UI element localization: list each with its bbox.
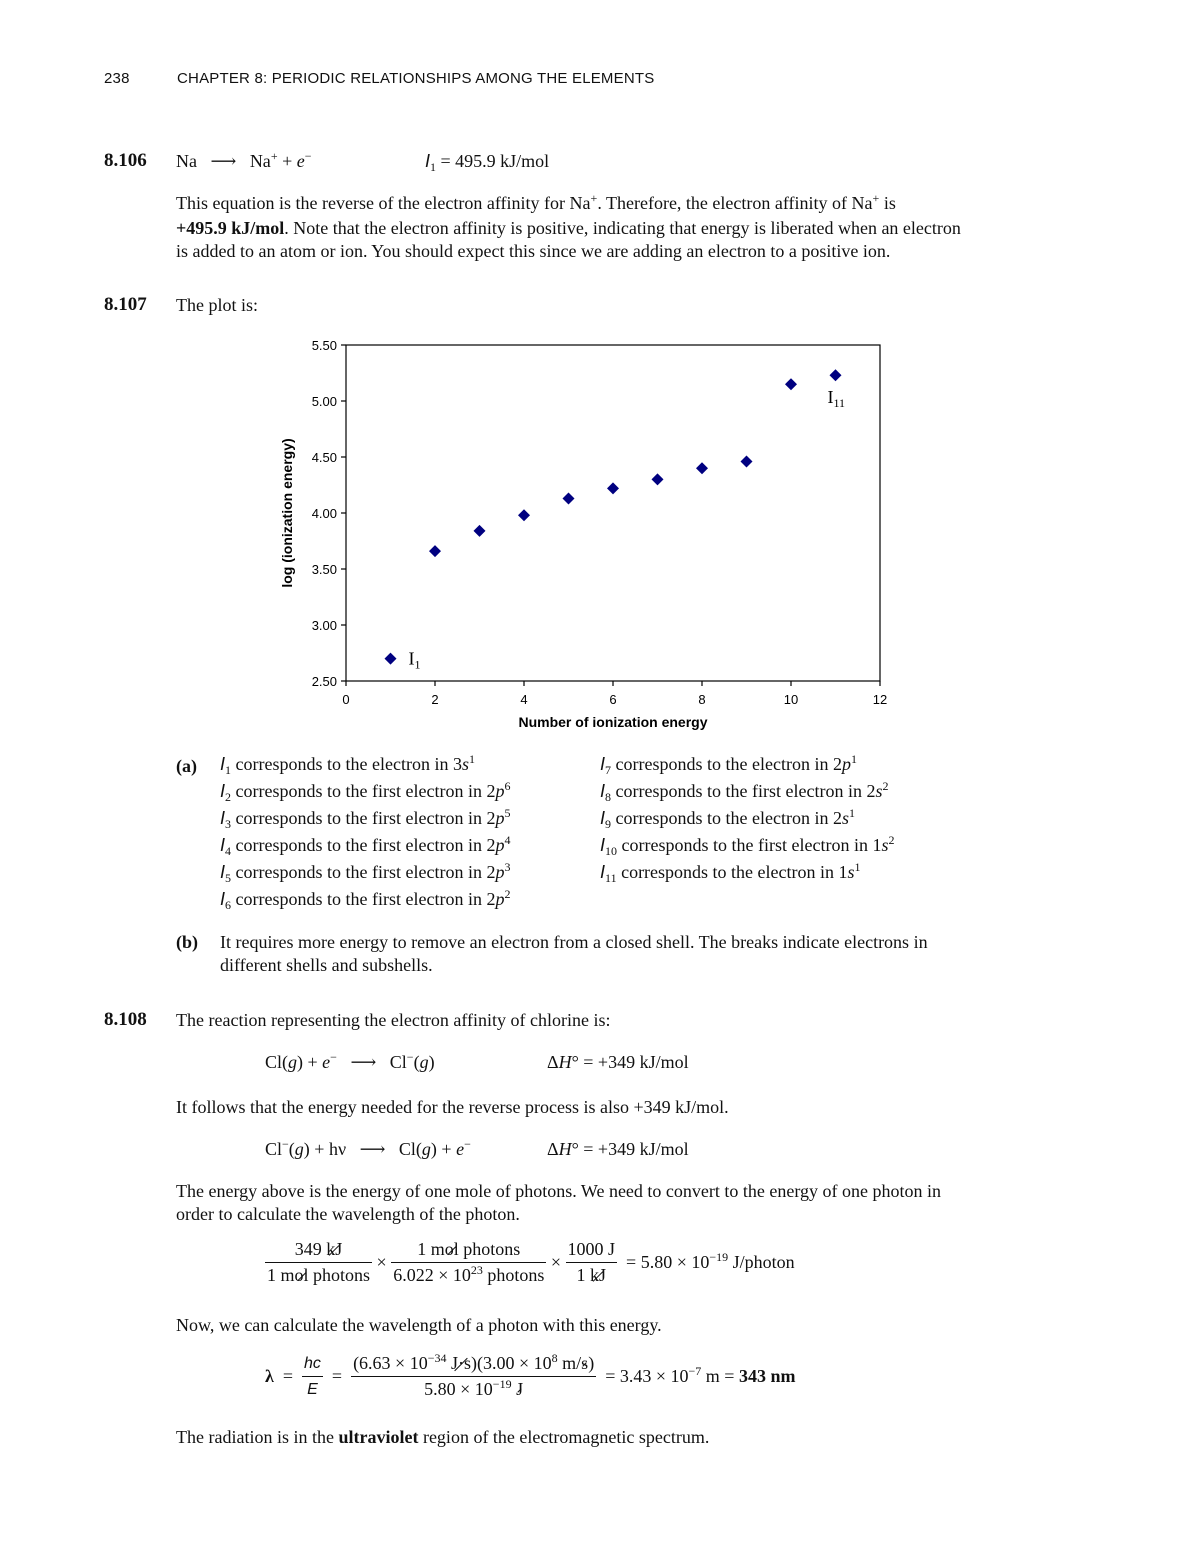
- reaction-arrow-icon: ⟶: [359, 1139, 386, 1159]
- data-point: [652, 473, 664, 485]
- point-annotation: $I_{11}$: [827, 387, 846, 411]
- data-point: [474, 525, 486, 537]
- plot-intro: The plot is:: [176, 295, 258, 315]
- reaction-arrow-icon: ⟶: [350, 1052, 377, 1072]
- right-orbital-list: [600, 753, 894, 888]
- reaction-arrow-icon: ⟶: [210, 151, 237, 171]
- x-tick-label: 2: [431, 692, 439, 707]
- wavelength-equation: λ = $\frac{hc}{E}$ = $\frac{(6.63 \times 10^{-34} J\cdot s)(3.00 \times 10^8 m/s)}{5.80 \times 10^{-19} J}$ = $3.43 \times 10^{-7}$ m = 343 nm: [265, 1351, 796, 1399]
- left-orbital-item-3: $I_3$ corresponds to the first electron in $2p^5$: [220, 806, 511, 831]
- problem-number-8-107: 8.107: [104, 294, 147, 315]
- right-orbital-item-10: $I_{10}$ corresponds to the first electron in $1s^2$: [600, 833, 895, 858]
- final-line: The radiation is in the ultraviolet region of the electromagnetic spectrum.: [176, 1427, 710, 1447]
- plot-area-border: [346, 345, 880, 681]
- p106-line-1: This equation is the reverse of the electron affinity for Na+. Therefore, the electron affinity of Na+ is: [176, 191, 896, 213]
- right-orbital-item-8: $I_8$ corresponds to the first electron in $2s^2$: [600, 779, 889, 804]
- part-b-line-2: different shells and subshells.: [220, 955, 433, 975]
- p106-line-2: +495.9 kJ/mol. Note that the electron affinity is positive, indicating that energy is liberated when an electron: [176, 218, 961, 238]
- problem-number-8-106: 8.106: [104, 150, 147, 171]
- x-tick-label: 0: [342, 692, 350, 707]
- right-orbital-item-9: $I_9$ corresponds to the electron in $2s^1$: [600, 806, 855, 831]
- left-orbital-item-2: $I_2$ corresponds to the first electron in $2p^6$: [220, 779, 511, 804]
- x-tick-label: 8: [698, 692, 706, 707]
- data-point: [607, 482, 619, 494]
- x-tick-label: 4: [520, 692, 528, 707]
- part-b-label: (b): [176, 932, 198, 952]
- left-orbital-item-1: $I_1$ corresponds to the electron in $3s^1$: [220, 752, 475, 777]
- data-point: [696, 462, 708, 474]
- photon-energy-conversion: $\frac{349 kJ}{\text{1 mol photons}}$ × $\frac{\text{1 mol photons}}{6.022 \times 10^{23} photons}$ × $\frac{1000 J}{1 kJ}$ = $5.80 \times 10^{-19}$ J/photon: [267, 1239, 795, 1285]
- left-orbital-item-6: $I_6$ corresponds to the first electron in $2p^2$: [220, 887, 511, 912]
- left-orbital-item-5: $I_5$ corresponds to the first electron in $2p^3$: [220, 860, 511, 885]
- x-axis-label: Number of ionization energy: [518, 714, 708, 730]
- y-tick-label: 3.50: [311, 562, 337, 577]
- ionization-energy-chart: [260, 330, 920, 740]
- reverse-line: It follows that the energy needed for the reverse process is also +349 kJ/mol.: [176, 1097, 729, 1117]
- data-point: [741, 455, 753, 467]
- i1-value: $I_1 = 495.9$ kJ/mol: [425, 151, 550, 174]
- data-point: [563, 492, 575, 504]
- part-a-label: (a): [176, 756, 197, 776]
- data-point: [518, 509, 530, 521]
- energy-line-1: The energy above is the energy of one mole of photons. We need to convert to the energy of one photon in: [176, 1181, 942, 1201]
- left-orbital-list: [220, 753, 510, 915]
- left-orbital-item-4: $I_4$ corresponds to the first electron in $2p^4$: [220, 833, 511, 858]
- p108-intro: The reaction representing the electron affinity of chlorine is:: [176, 1010, 611, 1030]
- y-tick-label: 4.00: [311, 506, 337, 521]
- delta-h-1: ΔH° = +349 kJ/mol: [547, 1052, 689, 1072]
- right-orbital-item-7: $I_7$ corresponds to the electron in $2p^1$: [600, 752, 857, 777]
- data-point: [785, 378, 797, 390]
- y-tick-label: 5.00: [311, 394, 337, 409]
- y-tick-label: 4.50: [311, 450, 337, 465]
- point-annotation: $I_1$: [408, 648, 421, 672]
- y-axis-label: log (ionization energy): [279, 438, 295, 588]
- x-tick-label: 6: [609, 692, 617, 707]
- data-point: [830, 369, 842, 381]
- data-point: [429, 545, 441, 557]
- data-point: [385, 653, 397, 665]
- y-tick-label: 2.50: [311, 674, 337, 689]
- part-b-line-1: It requires more energy to remove an electron from a closed shell. The breaks indicate electrons in: [220, 932, 928, 952]
- energy-line-2: order to calculate the wavelength of the photon.: [176, 1204, 520, 1224]
- y-tick-label: 5.50: [311, 338, 337, 353]
- p106-line-3: is added to an atom or ion. You should expect this since we are adding an electron to a positive ion.: [176, 241, 891, 261]
- electron-affinity-equation: Cl(g) + e− ⟶ Cl−(g): [265, 1050, 435, 1072]
- reverse-equation: Cl−(g) + hν ⟶ Cl(g) + e−: [265, 1137, 471, 1159]
- chapter-title: CHAPTER 8: PERIODIC RELATIONSHIPS AMONG THE ELEMENTS: [177, 70, 655, 87]
- x-tick-label: 12: [872, 692, 888, 707]
- wavelength-intro: Now, we can calculate the wavelength of a photon with this energy.: [176, 1315, 662, 1335]
- delta-h-2: ΔH° = +349 kJ/mol: [547, 1139, 689, 1159]
- problem-number-8-108: 8.108: [104, 1009, 147, 1030]
- page-number: 238: [104, 70, 130, 87]
- y-tick-label: 3.00: [311, 618, 337, 633]
- right-orbital-item-11: $I_{11}$ corresponds to the electron in $1s^1$: [600, 860, 861, 885]
- na-ionization-equation: Na ⟶ Na+ + e−: [176, 149, 312, 171]
- x-tick-label: 10: [783, 692, 799, 707]
